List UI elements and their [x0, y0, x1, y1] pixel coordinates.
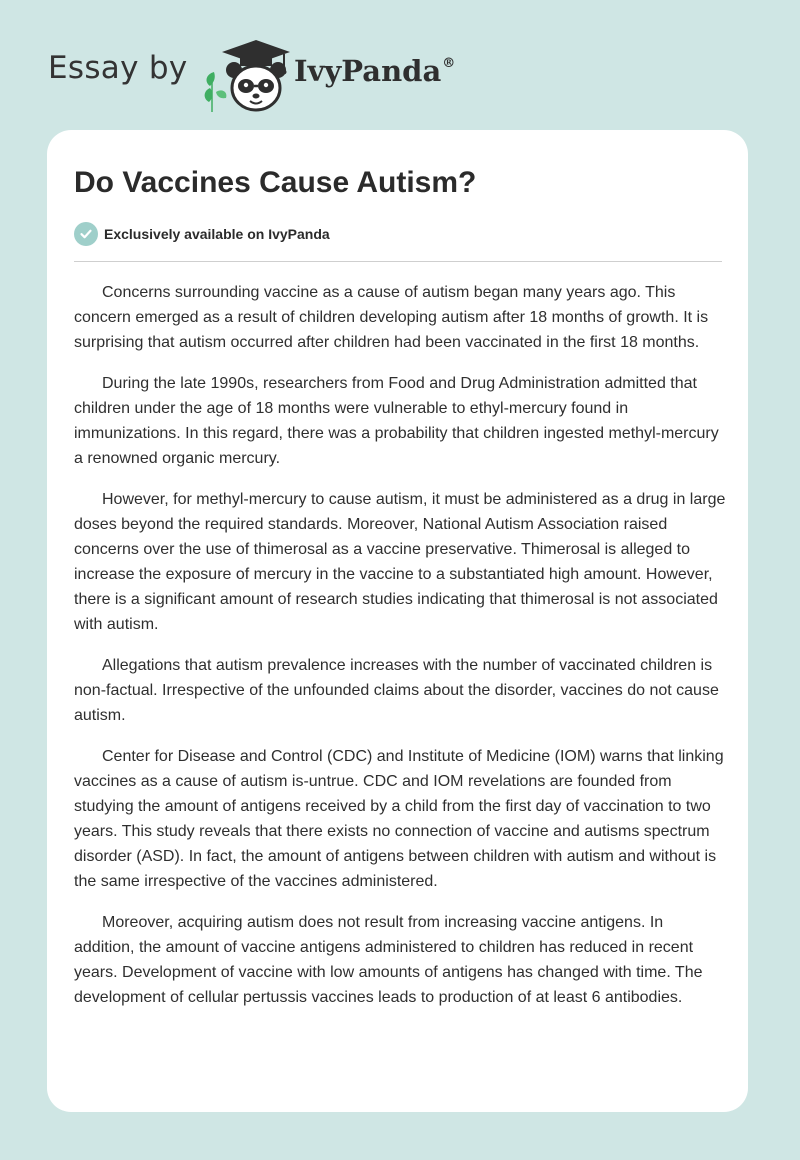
paragraph: During the late 1990s, researchers from Food and Drug Administration admitted that children under the age of 18 months were vulnerable to ethyl-mercury found in immunizations. In this regard, there was a probability that children ingested methyl-mercury a renowned organic mercury. [74, 375, 719, 467]
site-header [48, 30, 748, 120]
page-title: Do Vaccines Cause Autism? [74, 166, 477, 199]
panda-graduate-icon[interactable] [200, 36, 290, 116]
paragraph: Allegations that autism prevalence increases with the number of vaccinated children is non-factual. Irrespective of the unfounded claims about the disorder, vaccines do not cause autism. [74, 657, 719, 724]
exclusive-label: Exclusively available on IvyPanda [104, 226, 330, 242]
paragraph: Moreover, acquiring autism does not result from increasing vaccine antigens. In addition, the amount of vaccine antigens administered to children has reduced in recent years. Development of vaccine with low amounts of antigens has changed with time. The development of cellular pertussis vaccines leads to production of at least 6 antibodies. [74, 914, 703, 1006]
ivy-leaf-icon [205, 72, 227, 112]
exclusive-badge [74, 222, 330, 246]
divider [74, 261, 722, 262]
paragraph: However, for methyl-mercury to cause autism, it must be administered as a drug in large doses beyond the required standards. Moreover, National Autism Association raised concerns over the use of thimerosal as a vaccine preservative. Thimerosal is alleged to increase the exposure of mercury in the vaccine to a substantiated high amount. However, there is a significant amount of research studies indicating that thimerosal is not associated with autism. [74, 491, 726, 633]
essay-by-label: Essay by [48, 50, 188, 86]
registered-mark: ® [442, 56, 456, 71]
brand-name[interactable]: IvyPanda® [294, 54, 456, 88]
paragraph: Concerns surrounding vaccine as a cause of autism began many years ago. This concern emerged as a result of children developing autism after 18 months of growth. It is surprising that autism occurred after children had been vaccinated in the first 18 months. [74, 284, 709, 351]
essay-card [47, 130, 748, 1112]
check-circle-icon [74, 222, 98, 246]
paragraph: Center for Disease and Control (CDC) and Institute of Medicine (IOM) warns that linking vaccines as a cause of autism is-untrue. CDC and IOM revelations are founded from studying the amount of antigens received by a child from the first day of vaccination to two years. This study reveals that there exists no connection of vaccine and autisms spectrum disorder (ASD). In fact, the amount of antigens between children with autism and without is the same irrespective of the vaccines administered. [74, 748, 724, 890]
essay-body [74, 280, 726, 1026]
